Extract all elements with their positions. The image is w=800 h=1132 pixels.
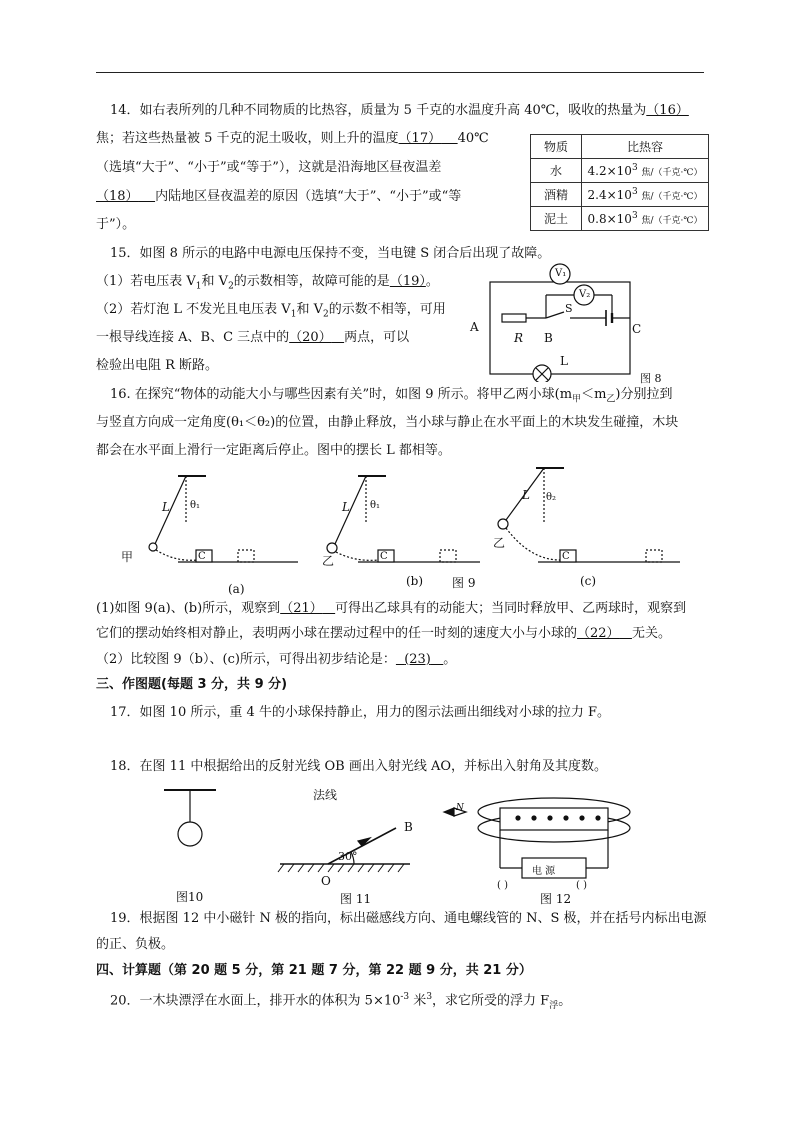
q14-line2: 焦；若这些热量被 5 千克的泥土吸收，则上升的温度（17） 40℃ — [96, 131, 489, 146]
ball-yi-c — [498, 519, 508, 529]
table-row — [531, 183, 709, 207]
block-a-end — [238, 550, 254, 562]
fig9c-theta-label: θ₂ — [546, 492, 557, 503]
cell-material: 水 — [531, 159, 582, 183]
q15-line4: 一根导线连接 A、B、C 三点中的（20） 两点，可以 — [96, 330, 410, 345]
q14-line1: 14．如右表所列的几种不同物质的比热容，质量为 5 千克的水温度升高 40℃，吸收的热量为（16） — [110, 103, 689, 118]
header-value: 比热容 — [582, 135, 709, 159]
pendulum-string-a — [155, 476, 186, 544]
fig9b-caption: (b) — [406, 574, 424, 588]
fig9b-block-label: C — [380, 551, 388, 562]
specific-heat-table — [530, 134, 709, 231]
q16-p2: 它们的摆动始终相对静止，表明两小球在摆动过程中的任一时刻的速度大小与小球的（22） 无关。 — [96, 626, 671, 641]
switch-s-icon — [546, 312, 564, 318]
q19-line1: 19．根据图 12 中小磁针 N 极的指向，标出磁感线方向、通电螺线管的 N、S 极，并在括号内标出电源 — [110, 911, 707, 926]
fig11-b-label: B — [404, 820, 413, 834]
q15-line5: 检验出电阻 R 断路。 — [96, 358, 219, 373]
fig8-b-label: B — [544, 331, 553, 345]
compass-needle-icon — [444, 808, 454, 816]
fig8-c-label: C — [632, 322, 642, 336]
q15-line3: （2）若灯泡 L 不发光且电压表 $V_1$和 $V_2$的示数不相等，可用 — [96, 302, 446, 320]
fig11-caption: 图 11 — [340, 892, 372, 906]
fig9a-block-label: C — [198, 551, 206, 562]
fig8-r-label: R — [514, 331, 524, 345]
q16-line1: 16. 在探究“物体的动能大小与哪些因素有关”时，如图 9 所示。将甲乙两小球$(m_甲<m_乙)$分别拉到 — [110, 387, 673, 405]
fig8-caption: 图 8 — [640, 372, 662, 385]
fig12-left-bracket[interactable]: ( ) — [497, 880, 508, 891]
section-3-title: 三、作图题(每题 3 分，共 9 分) — [96, 677, 288, 692]
q14-line5: 于”）。 — [96, 217, 136, 232]
fig9a-jia-label: 甲 — [121, 550, 134, 564]
table-row — [531, 207, 709, 231]
q16-p3: （2）比较图 9（b）、(c)所示，可得出初步结论是： (23) 。 — [96, 652, 457, 667]
q17-text: 17．如图 10 所示，重 4 牛的小球保持静止，用力的图示法画出细线对小球的拉力 F。 — [110, 705, 611, 720]
fig9c-block-label: C — [562, 551, 570, 562]
section-4-title: 四、计算题（第 20 题 5 分，第 21 题 7 分，第 22 题 9 分，共 21 分） — [96, 963, 532, 978]
table-header-row — [531, 135, 709, 159]
figure-11-reflection — [270, 800, 420, 880]
fig8-v1-label: V₁ — [555, 268, 567, 279]
cell-value: $2.4\times 10^3$ 焦/（千克·℃） — [582, 183, 709, 207]
q15-line2: （1）若电压表 $V_1$和 $V_2$的示数相等，故障可能的是（19）。 — [96, 274, 439, 292]
pendulum-figure-9 — [120, 462, 720, 582]
fig11-normal-label: 法线 — [313, 788, 338, 802]
fig9-caption: 图 9 — [452, 576, 476, 590]
fig9c-yi-label: 乙 — [493, 536, 506, 550]
q16-line2: 与竖直方向成一定角度(θ₁＜θ₂)的位置，由静止释放，当小球与静止在水平面上的木块发生碰撞，木块 — [96, 415, 679, 430]
cell-material: 泥土 — [531, 207, 582, 231]
fig8-a-label: A — [470, 320, 479, 334]
header-rule — [96, 72, 704, 73]
fig12-source-label: 电 源 — [532, 866, 556, 877]
q14-line3: （选填“大于”、“小于”或“等于”），这就是沿海地区昼夜温差 — [96, 160, 442, 175]
fig12-caption: 图 12 — [540, 892, 572, 906]
fig12-n-label: N — [456, 803, 464, 813]
circuit-figure-8 — [466, 262, 676, 382]
fig11-angle-label: 30° — [338, 850, 358, 863]
fig9b-theta-label: θ₁ — [370, 500, 381, 511]
cell-value: $0.8\times 10^3$ 焦/（千克·℃） — [582, 207, 709, 231]
figure-10-hanging-ball — [160, 786, 220, 856]
fig11-o-label: O — [321, 874, 331, 888]
q15-line1: 15．如图 8 所示的电路中电源电压保持不变，当电键 S 闭合后出现了故障。 — [110, 246, 551, 261]
fig9a-length-label: L — [162, 500, 170, 514]
block-c-end — [646, 550, 662, 562]
fig8-s-label: S — [565, 302, 573, 315]
table-row — [531, 159, 709, 183]
fig8-l-label: L — [560, 354, 568, 368]
q19-line2: 的正、负极。 — [96, 937, 175, 952]
fig9c-length-label: L — [522, 488, 530, 502]
q16-line3: 都会在水平面上滑行一定距离后停止。图中的摆长 L 都相等。 — [96, 443, 451, 458]
fig10-caption: 图10 — [176, 890, 204, 904]
q18-text: 18．在图 11 中根据给出的反射光线 OB 画出入射光线 AO，并标出入射角及其度数。 — [110, 759, 608, 774]
ball-jia-a — [149, 543, 157, 551]
fig9a-theta-label: θ₁ — [190, 500, 201, 511]
ball-icon — [178, 822, 202, 846]
q14-line4: （18） 内陆地区昼夜温差的原因（选填“大于”、“小于”或“等 — [96, 189, 462, 204]
fig9c-caption: (c) — [580, 574, 597, 588]
resistor-icon — [502, 314, 526, 322]
cell-material: 酒精 — [531, 183, 582, 207]
header-material: 物质 — [531, 135, 582, 159]
fig9b-yi-label: 乙 — [322, 554, 335, 568]
q20-text: 20．一木块漂浮在水面上，排开水的体积为 $5\times 10^{-3}$ 米$^3$，求它所受的浮力 $F_浮$。 — [110, 992, 572, 1011]
cell-value: $4.2\times 10^3$ 焦/（千克·℃） — [582, 159, 709, 183]
fig12-right-bracket[interactable]: ( ) — [576, 880, 587, 891]
pendulum-string-b — [335, 476, 366, 544]
fig8-v2-label: V₂ — [579, 289, 591, 300]
block-b-end — [440, 550, 456, 562]
fig9a-caption: (a) — [228, 582, 245, 596]
fig9b-length-label: L — [342, 500, 350, 514]
q16-p1: (1)如图 9(a)、(b)所示，观察到（21） 可得出乙球具有的动能大；当同时释放甲、乙两球时，观察到 — [96, 601, 687, 616]
